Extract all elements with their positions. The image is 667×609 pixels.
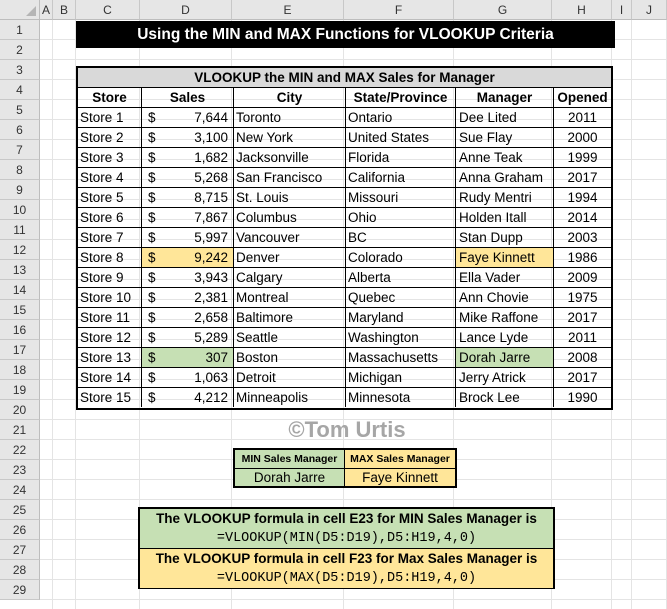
- cell-store[interactable]: Store 4: [78, 168, 142, 187]
- cell-manager[interactable]: Anne Teak: [456, 148, 554, 167]
- cell-sales[interactable]: [142, 328, 234, 347]
- column-header-i[interactable]: I: [612, 0, 632, 20]
- cell-state[interactable]: BC: [346, 228, 456, 247]
- row-header-23[interactable]: 23: [0, 460, 40, 480]
- cell-opened[interactable]: 1990: [567, 390, 598, 405]
- row-header-12[interactable]: 12: [0, 240, 40, 260]
- row-header-20[interactable]: 20: [0, 400, 40, 420]
- cell-opened[interactable]: 2017: [567, 170, 598, 185]
- row-header-22[interactable]: 22: [0, 440, 40, 460]
- cell-sales[interactable]: [142, 248, 234, 267]
- gridline-vertical: [52, 20, 53, 609]
- cell-state[interactable]: Alberta: [346, 268, 456, 287]
- cell-opened[interactable]: 2017: [567, 310, 598, 325]
- cell-store[interactable]: Store 8: [78, 248, 142, 267]
- column-header-j[interactable]: J: [632, 0, 667, 20]
- currency-symbol: $: [148, 350, 156, 365]
- cell-city[interactable]: Montreal: [234, 288, 346, 307]
- table-title[interactable]: VLOOKUP the MIN and MAX Sales for Manager: [78, 68, 611, 88]
- cell-sales[interactable]: [142, 208, 234, 227]
- cell-store[interactable]: Store 11: [78, 308, 142, 327]
- cell-state[interactable]: California: [346, 168, 456, 187]
- table-row: [78, 128, 611, 148]
- cell-opened[interactable]: 2011: [567, 110, 598, 125]
- cell-sales[interactable]: [142, 348, 234, 367]
- cell-store[interactable]: Store 13: [78, 348, 142, 367]
- table-row: [78, 188, 611, 208]
- cell-city[interactable]: Calgary: [234, 268, 346, 287]
- cell-store[interactable]: Store 2: [78, 128, 142, 147]
- table-row: [78, 108, 611, 128]
- cell-city[interactable]: Boston: [234, 348, 346, 367]
- cell-sales[interactable]: [142, 268, 234, 287]
- currency-symbol: $: [148, 250, 156, 265]
- sales-value: 9,242: [194, 250, 228, 265]
- row-header-14[interactable]: 14: [0, 280, 40, 300]
- row-header-24[interactable]: 24: [0, 480, 40, 500]
- currency-symbol: $: [148, 310, 156, 325]
- cell-city[interactable]: Vancouver: [234, 228, 346, 247]
- row-header-5[interactable]: 5: [0, 100, 40, 120]
- cell-sales[interactable]: [142, 108, 234, 127]
- cell-manager[interactable]: Stan Dupp: [456, 228, 554, 247]
- cell-sales[interactable]: [142, 128, 234, 147]
- currency-symbol: $: [148, 130, 156, 145]
- row-header-17[interactable]: 17: [0, 340, 40, 360]
- cell-city[interactable]: Toronto: [234, 108, 346, 127]
- gridline-horizontal: [40, 59, 667, 60]
- row-header-8[interactable]: 8: [0, 160, 40, 180]
- cell-sales[interactable]: [142, 188, 234, 207]
- row-header-16[interactable]: 16: [0, 320, 40, 340]
- currency-symbol: $: [148, 330, 156, 345]
- table-header-row: [78, 88, 611, 108]
- currency-symbol: $: [148, 270, 156, 285]
- cell-store[interactable]: Store 6: [78, 208, 142, 227]
- sales-value: 8,715: [194, 190, 228, 205]
- column-header-h[interactable]: H: [552, 0, 612, 20]
- copyright-watermark: ©Tom Urtis: [288, 417, 406, 442]
- table-row: [78, 348, 611, 368]
- cell-opened[interactable]: 1994: [567, 190, 598, 205]
- cell-city[interactable]: San Francisco: [234, 168, 346, 187]
- header-city[interactable]: City: [234, 88, 346, 107]
- sales-value: 2,658: [194, 310, 228, 325]
- row-header-26[interactable]: 26: [0, 520, 40, 540]
- row-header-25[interactable]: 25: [0, 500, 40, 520]
- row-header-19[interactable]: 19: [0, 380, 40, 400]
- formula-explanation-box: [138, 507, 555, 589]
- row-header-4[interactable]: 4: [0, 80, 40, 100]
- gridline-horizontal: [40, 499, 667, 500]
- sales-value: 3,943: [194, 270, 228, 285]
- sales-value: 5,289: [194, 330, 228, 345]
- cell-store[interactable]: Store 14: [78, 368, 142, 387]
- cell-store[interactable]: Store 1: [78, 108, 142, 127]
- cell-sales[interactable]: [142, 228, 234, 247]
- sales-value: 7,644: [194, 110, 228, 125]
- cell-opened[interactable]: 1999: [567, 150, 598, 165]
- cell-manager[interactable]: Lance Lyde: [456, 328, 554, 347]
- sales-value: 307: [205, 350, 228, 365]
- row-header-1[interactable]: 1: [0, 20, 40, 40]
- cell-city[interactable]: Denver: [234, 248, 346, 267]
- row-header-6[interactable]: 6: [0, 120, 40, 140]
- cell-store[interactable]: Store 12: [78, 328, 142, 347]
- row-header-29[interactable]: 29: [0, 580, 40, 600]
- column-header-c[interactable]: C: [76, 0, 140, 20]
- cell-opened[interactable]: 1986: [567, 250, 598, 265]
- cell-state[interactable]: Massachusetts: [346, 348, 456, 367]
- row-header-28[interactable]: 28: [0, 560, 40, 580]
- cell-manager[interactable]: Faye Kinnett: [456, 248, 554, 267]
- cell-city[interactable]: New York: [234, 128, 346, 147]
- cell-opened[interactable]: 2014: [567, 210, 598, 225]
- max-formula-text[interactable]: =VLOOKUP(MAX(D5:D19),D5:H19,4,0): [140, 569, 553, 589]
- cell-opened[interactable]: 2011: [567, 330, 598, 345]
- cell-state[interactable]: Michigan: [346, 368, 456, 387]
- table-row: [78, 368, 611, 388]
- min-sales-manager-value[interactable]: Dorah Jarre: [253, 470, 326, 485]
- cell-opened[interactable]: 2009: [567, 270, 598, 285]
- row-header-7[interactable]: 7: [0, 140, 40, 160]
- table-row: [78, 228, 611, 248]
- currency-symbol: $: [148, 230, 156, 245]
- cell-manager[interactable]: Mike Raffone: [456, 308, 554, 327]
- column-header-d[interactable]: D: [140, 0, 232, 20]
- cell-city[interactable]: Baltimore: [234, 308, 346, 327]
- min-formula-text[interactable]: =VLOOKUP(MIN(D5:D19),D5:H19,4,0): [140, 529, 553, 550]
- cell-store[interactable]: Store 3: [78, 148, 142, 167]
- cell-state[interactable]: Colorado: [346, 248, 456, 267]
- table-row: [78, 168, 611, 188]
- cell-opened[interactable]: 2000: [567, 130, 598, 145]
- row-header-2[interactable]: 2: [0, 40, 40, 60]
- column-header-g[interactable]: G: [454, 0, 552, 20]
- cell-opened[interactable]: 2017: [567, 370, 598, 385]
- currency-symbol: $: [148, 290, 156, 305]
- max-sales-manager-value[interactable]: Faye Kinnett: [362, 470, 438, 485]
- sales-value: 5,268: [194, 170, 228, 185]
- table-row: [78, 148, 611, 168]
- max-formula-description[interactable]: The VLOOKUP formula in cell F23 for Max Sales Manager is: [140, 549, 553, 569]
- row-header-27[interactable]: 27: [0, 540, 40, 560]
- header-manager[interactable]: Manager: [456, 88, 554, 107]
- row-header-3[interactable]: 3: [0, 60, 40, 80]
- min-max-results: [233, 448, 457, 488]
- header-state[interactable]: State/Province: [346, 88, 456, 107]
- currency-symbol: $: [148, 210, 156, 225]
- currency-symbol: $: [148, 370, 156, 385]
- currency-symbol: $: [148, 190, 156, 205]
- row-header-11[interactable]: 11: [0, 220, 40, 240]
- select-all-corner[interactable]: [0, 0, 40, 20]
- gridline-vertical: [631, 20, 632, 609]
- column-header-b[interactable]: B: [53, 0, 76, 20]
- row-header-18[interactable]: 18: [0, 360, 40, 380]
- header-opened[interactable]: Opened: [557, 90, 608, 105]
- cell-city[interactable]: Jacksonville: [234, 148, 346, 167]
- cell-city[interactable]: Minneapolis: [234, 388, 346, 407]
- gridline-horizontal: [40, 599, 667, 600]
- cell-store[interactable]: Store 5: [78, 188, 142, 207]
- cell-sales[interactable]: [142, 288, 234, 307]
- cell-manager[interactable]: Brock Lee: [456, 388, 554, 407]
- cell-city[interactable]: St. Louis: [234, 188, 346, 207]
- cell-manager[interactable]: Anna Graham: [456, 168, 554, 187]
- cell-city[interactable]: Detroit: [234, 368, 346, 387]
- cell-manager[interactable]: Holden Itall: [456, 208, 554, 227]
- cell-manager[interactable]: Jerry Atrick: [456, 368, 554, 387]
- currency-symbol: $: [148, 110, 156, 125]
- sales-value: 2,381: [194, 290, 228, 305]
- max-sales-manager-header[interactable]: MAX Sales Manager: [345, 450, 455, 469]
- cell-store[interactable]: Store 9: [78, 268, 142, 287]
- sales-value: 5,997: [194, 230, 228, 245]
- table-row: [78, 248, 611, 268]
- cell-manager[interactable]: Dorah Jarre: [456, 348, 554, 367]
- header-store[interactable]: Store: [78, 88, 142, 107]
- cell-sales[interactable]: [142, 368, 234, 387]
- cell-state[interactable]: Missouri: [346, 188, 456, 207]
- cell-sales[interactable]: [142, 388, 234, 407]
- cell-sales[interactable]: [142, 308, 234, 327]
- header-sales[interactable]: Sales: [142, 88, 234, 107]
- cell-city[interactable]: Seattle: [234, 328, 346, 347]
- cell-state[interactable]: Washington: [346, 328, 456, 347]
- cell-store[interactable]: Store 7: [78, 228, 142, 247]
- row-header-13[interactable]: 13: [0, 260, 40, 280]
- column-header-e[interactable]: E: [232, 0, 344, 20]
- cell-manager[interactable]: Ann Chovie: [456, 288, 554, 307]
- cell-state[interactable]: Quebec: [346, 288, 456, 307]
- min-formula-description[interactable]: The VLOOKUP formula in cell E23 for MIN Sales Manager is: [140, 509, 553, 529]
- cell-store[interactable]: Store 15: [78, 388, 142, 407]
- table-row: [78, 288, 611, 308]
- row-header-15[interactable]: 15: [0, 300, 40, 320]
- sales-value: 1,063: [194, 370, 228, 385]
- sales-value: 7,867: [194, 210, 228, 225]
- row-header-10[interactable]: 10: [0, 200, 40, 220]
- cell-opened[interactable]: 2008: [567, 350, 598, 365]
- table-row: [78, 268, 611, 288]
- column-header-a[interactable]: A: [40, 0, 53, 20]
- sales-value: 1,682: [194, 150, 228, 165]
- cell-state[interactable]: Ontario: [346, 108, 456, 127]
- cell-store[interactable]: Store 10: [78, 288, 142, 307]
- row-header-9[interactable]: 9: [0, 180, 40, 200]
- cell-opened[interactable]: 2003: [567, 230, 598, 245]
- cell-manager[interactable]: Sue Flay: [456, 128, 554, 147]
- cell-city[interactable]: Columbus: [234, 208, 346, 227]
- table-row: [78, 308, 611, 328]
- cell-sales[interactable]: [142, 168, 234, 187]
- row-header-21[interactable]: 21: [0, 420, 40, 440]
- table-row: [78, 208, 611, 228]
- cell-manager[interactable]: Rudy Mentri: [456, 188, 554, 207]
- cell-state[interactable]: United States: [346, 128, 456, 147]
- cell-manager[interactable]: Dee Lited: [456, 108, 554, 127]
- cell-state[interactable]: Minnesota: [346, 388, 456, 407]
- column-header-f[interactable]: F: [344, 0, 454, 20]
- cell-sales[interactable]: [142, 148, 234, 167]
- table-row: [78, 388, 611, 408]
- cell-state[interactable]: Florida: [346, 148, 456, 167]
- currency-symbol: $: [148, 150, 156, 165]
- sales-value: 4,212: [194, 390, 228, 405]
- currency-symbol: $: [148, 390, 156, 405]
- cell-opened[interactable]: 1975: [567, 290, 598, 305]
- cell-state[interactable]: Ohio: [346, 208, 456, 227]
- cell-manager[interactable]: Ella Vader: [456, 268, 554, 287]
- sales-table: [76, 66, 613, 410]
- min-sales-manager-header[interactable]: MIN Sales Manager: [235, 450, 344, 469]
- currency-symbol: $: [148, 170, 156, 185]
- sales-value: 3,100: [194, 130, 228, 145]
- table-row: [78, 328, 611, 348]
- sheet-banner-title[interactable]: Using the MIN and MAX Functions for VLOOKUP Criteria: [76, 21, 615, 48]
- cell-state[interactable]: Maryland: [346, 308, 456, 327]
